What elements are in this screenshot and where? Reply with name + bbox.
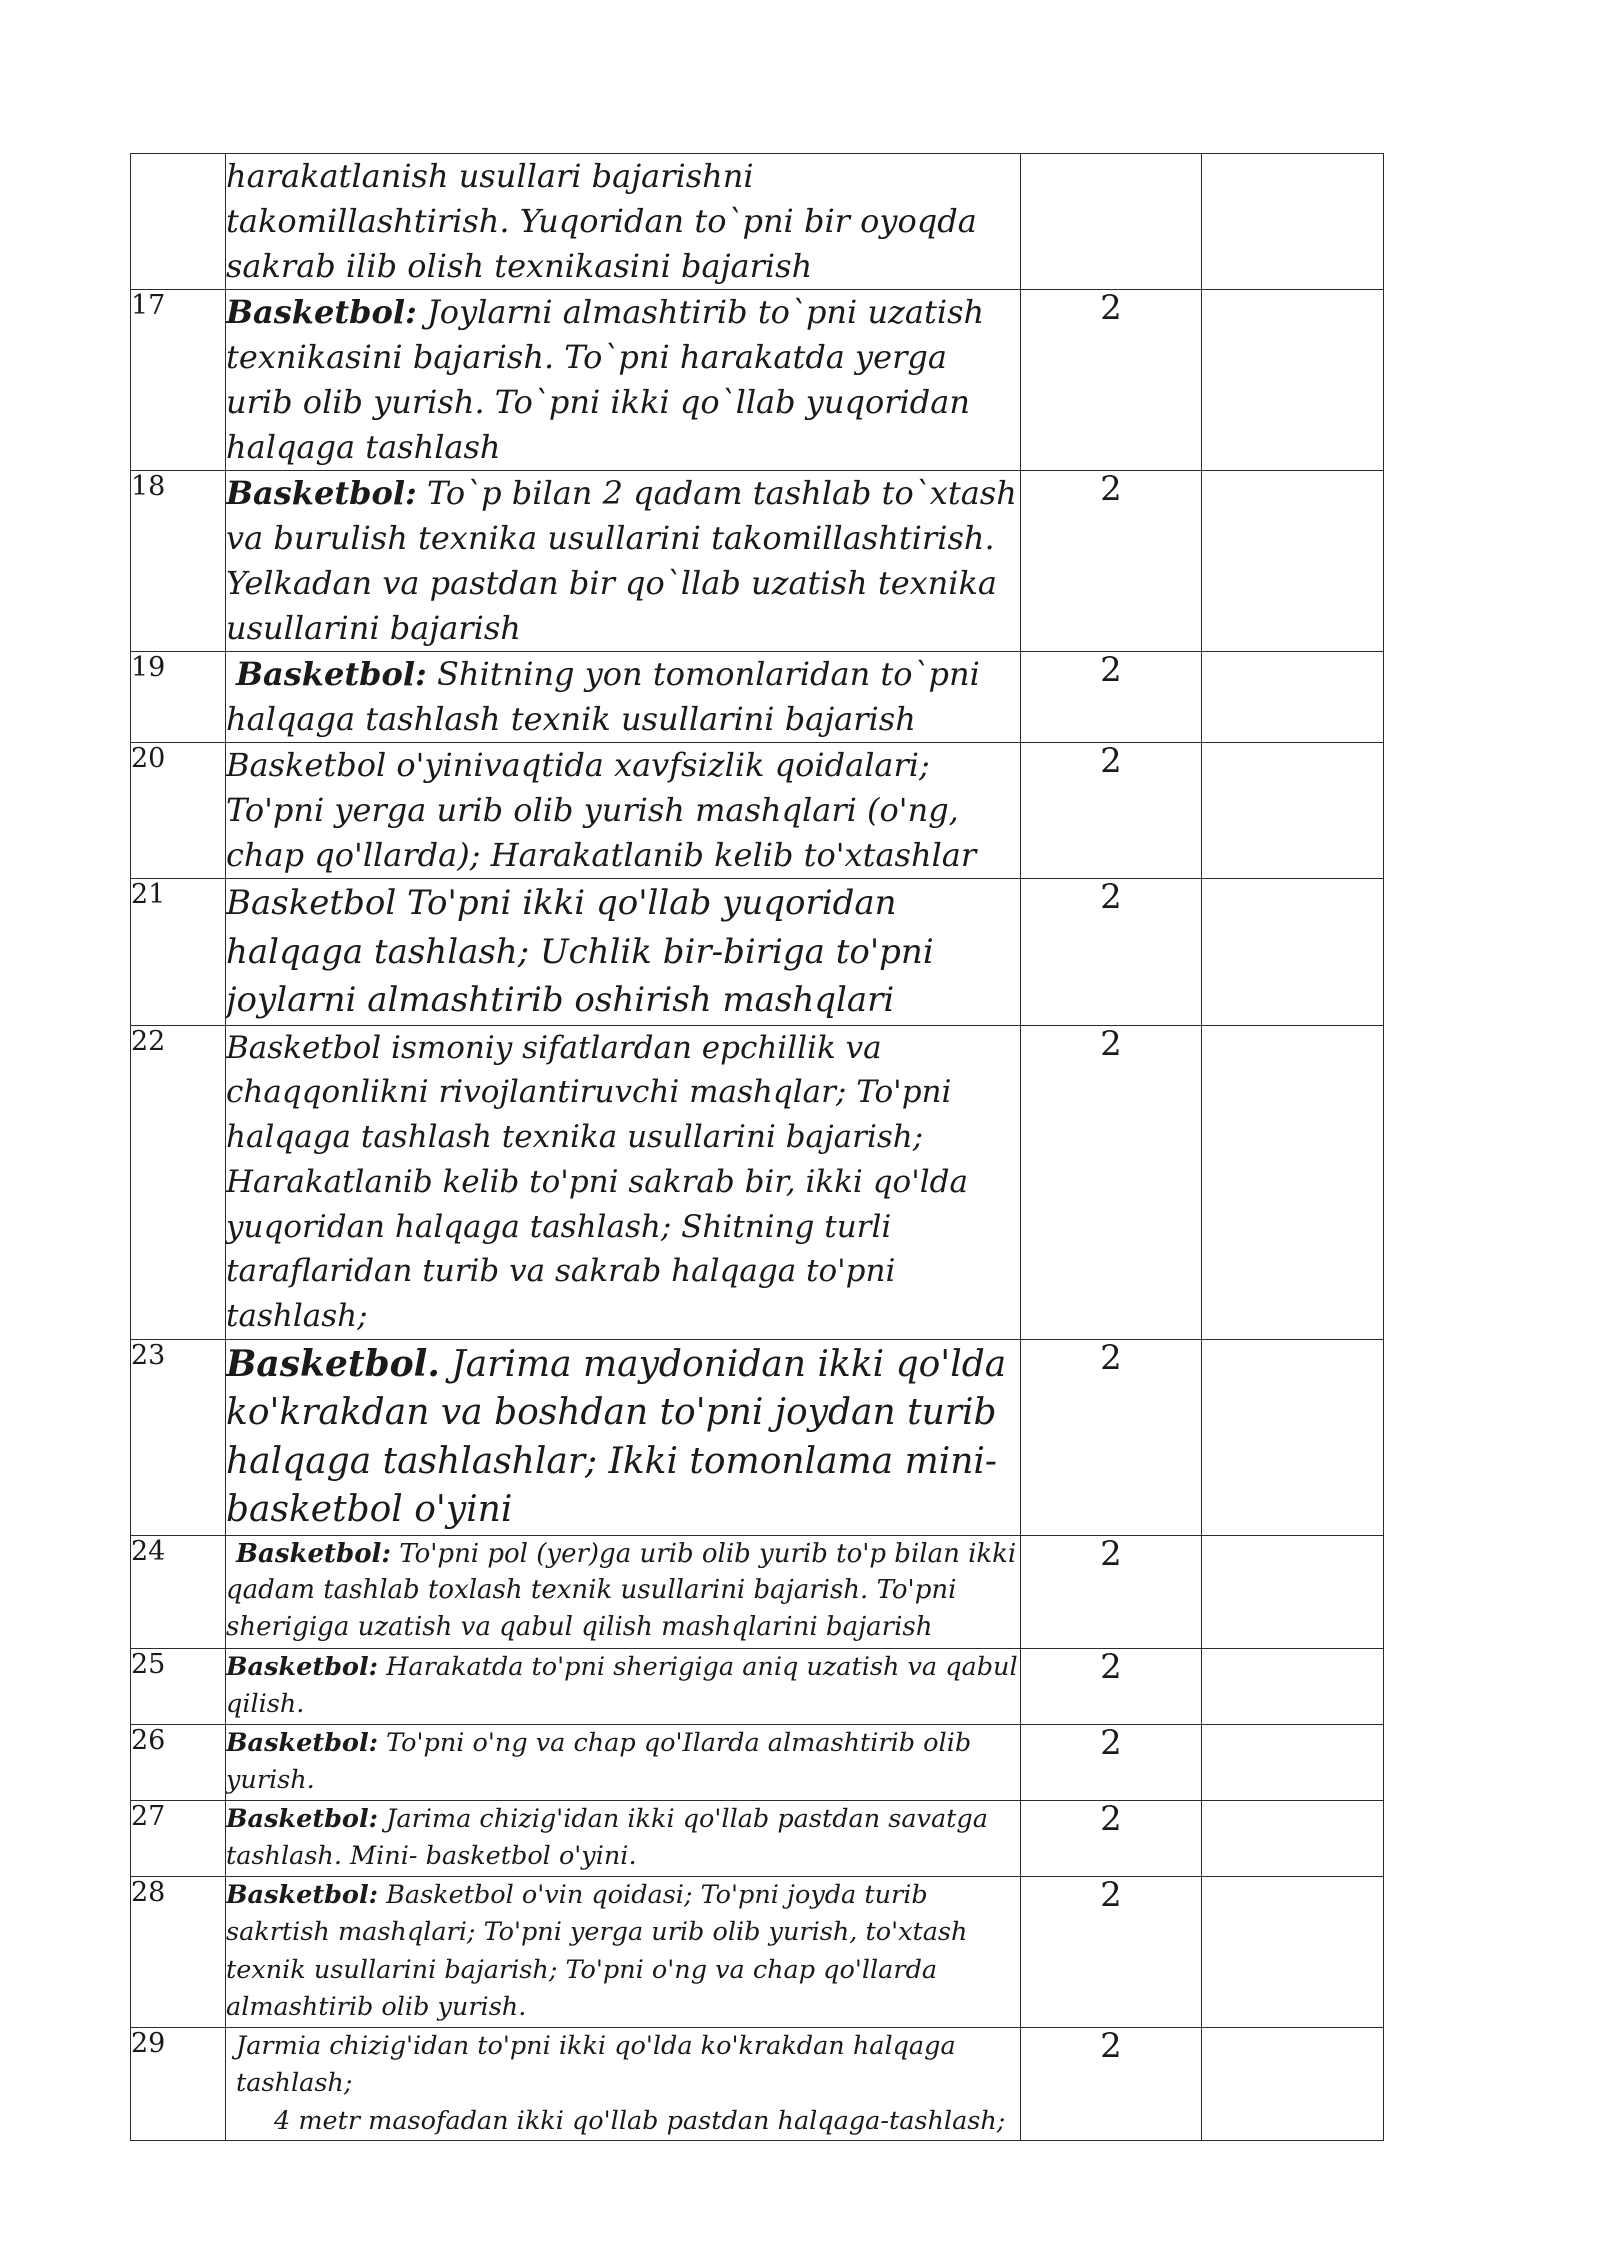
topic-cell <box>226 471 1021 652</box>
topic-text: Jarima chizig'idan ikki qo'llab pastdan savatga tashlash. Mini- basketbol o'yini. <box>226 1803 988 1872</box>
topic-heading: Basketbol: <box>226 474 417 512</box>
hours-cell: 2 <box>1021 290 1202 471</box>
topic-cell <box>226 1535 1021 1648</box>
row-number: 21 <box>131 879 226 1026</box>
topic-heading: Basketbol: <box>226 1803 379 1834</box>
topic-heading: Basketbol: <box>226 293 417 331</box>
topic-cell <box>226 1339 1021 1535</box>
topic-cell <box>226 652 1021 743</box>
topic-text: Harakatda to'pni sherigiga aniq uzatish va qabul qilish. <box>226 1651 1018 1720</box>
row-number: 27 <box>131 1800 226 1876</box>
row-number: 18 <box>131 471 226 652</box>
topic-text: To'pni o'ng va chap qo'Ilarda almashtirib olib yurish. <box>226 1727 972 1796</box>
table-row <box>131 290 1384 471</box>
topic-cell <box>226 2027 1021 2141</box>
empty-cell <box>1202 1025 1384 1339</box>
empty-cell <box>1202 154 1384 290</box>
table-row <box>131 1648 1384 1724</box>
empty-cell <box>1202 2027 1384 2141</box>
empty-cell <box>1202 471 1384 652</box>
hours-cell: 2 <box>1021 1535 1202 1648</box>
row-number: 23 <box>131 1339 226 1535</box>
topic-text: harakatlanish usullari bajarishni takomillashtirish. Yuqoridan to`pni bir oyoqda sakrab ilib olish texnikasini bajarish <box>226 157 977 285</box>
empty-cell <box>1202 1800 1384 1876</box>
table-row <box>131 154 1384 290</box>
row-number: 24 <box>131 1535 226 1648</box>
table-row <box>131 1339 1384 1535</box>
hours-cell: 2 <box>1021 1876 1202 2027</box>
table-row <box>131 471 1384 652</box>
empty-cell <box>1202 1648 1384 1724</box>
empty-cell <box>1202 290 1384 471</box>
table-row <box>131 1025 1384 1339</box>
topic-cell <box>226 1025 1021 1339</box>
row-number: 22 <box>131 1025 226 1339</box>
hours-cell: 2 <box>1021 1800 1202 1876</box>
topic-cell <box>226 290 1021 471</box>
topic-heading: Basketbol: <box>226 1727 379 1758</box>
table-row <box>131 1800 1384 1876</box>
empty-cell <box>1202 1724 1384 1800</box>
table-row <box>131 879 1384 1026</box>
hours-cell <box>1021 154 1202 290</box>
hours-cell: 2 <box>1021 2027 1202 2141</box>
table-row <box>131 1724 1384 1800</box>
row-number: 19 <box>131 652 226 743</box>
table-row <box>131 1535 1384 1648</box>
topic-text: Basketbol o'yinivaqtida xavfsizlik qoidalari; To'pni yerga urib olib yurish mashqlari (o'ng, chap qo'llarda); Harakatlanib kelib to'xtashlar <box>226 746 977 874</box>
topic-text-continued: 4 metr masofadan ikki qo'llab pastdan halqaga-tashlash; <box>274 2105 1006 2136</box>
topic-text: Jarmia chizig'idan to'pni ikki qo'lda ko'krakdan halqaga tashlash; <box>236 2030 956 2099</box>
topic-cell <box>226 879 1021 1026</box>
hours-cell: 2 <box>1021 879 1202 1026</box>
empty-cell <box>1202 1339 1384 1535</box>
hours-cell: 2 <box>1021 1648 1202 1724</box>
topic-heading: Basketbol: <box>236 655 427 693</box>
topic-text: Shitning yon tomonlaridan to`pni halqaga tashlash texnik usullarini bajarish <box>226 655 980 738</box>
row-number: 29 <box>131 2027 226 2141</box>
hours-cell: 2 <box>1021 471 1202 652</box>
table-row <box>131 2027 1384 2141</box>
topic-text: Jarima maydonidan ikki qo'lda ko'krakdan va boshdan to'pni joydan turib halqaga tashlashlar; Ikki tomonlama mini-basketbol o'yini <box>226 1343 1007 1531</box>
topic-cell <box>226 1800 1021 1876</box>
topic-cell <box>226 1876 1021 2027</box>
topic-heading: Basketbol: <box>236 1538 392 1569</box>
row-number <box>131 154 226 290</box>
row-number: 25 <box>131 1648 226 1724</box>
hours-cell: 2 <box>1021 1339 1202 1535</box>
topic-text: Joylarni almashtirib to`pni uzatish texnikasini bajarish. To`pni harakatda yerga urib olib yurish. To`pni ikki qo`llab yuqoridan halqaga tashlash <box>226 293 985 466</box>
topic-text: Basketbol o'vin qoidasi; To'pni joyda turib sakrtish mashqlari; To'pni yerga urib olib yurish, to'xtash texnik usullarini bajarish; To'pni o'ng va chap qo'llarda almashtirib olib yurish. <box>226 1879 968 2023</box>
topic-heading: Basketbol. <box>226 1342 440 1385</box>
empty-cell <box>1202 1535 1384 1648</box>
row-number: 28 <box>131 1876 226 2027</box>
topic-heading: Basketbol: <box>226 1651 379 1682</box>
topic-text: Basketbol ismoniy sifatlardan epchillik va chaqqonlikni rivojlantiruvchi mashqlar; To'pni halqaga tashlash texnika usullarini bajarish; Harakatlanib kelib to'pni sakrab bir, ikki qo'lda yuqoridan halqaga tashlash; Shitning turli taraflaridan turib va sakrab halqaga to'pni tashlash; <box>226 1029 968 1334</box>
topic-text: To'pni pol (yer)ga urib olib yurib to'p bilan ikki qadam tashlab toxlash texnik usullarini bajarish. To'pni sherigiga uzatish va qabul qilish mashqlarini bajarish <box>226 1538 1017 1642</box>
table-row <box>131 743 1384 879</box>
hours-cell: 2 <box>1021 1025 1202 1339</box>
empty-cell <box>1202 743 1384 879</box>
topic-text: To`p bilan 2 qadam tashlab to`xtash va burulish texnika usullarini takomillashtirish. Yelkadan va pastdan bir qo`llab uzatish texnika usullarini bajarish <box>226 474 1017 647</box>
topic-cell <box>226 743 1021 879</box>
table-row <box>131 652 1384 743</box>
topic-cell <box>226 1648 1021 1724</box>
row-number: 17 <box>131 290 226 471</box>
topic-text: Basketbol To'pni ikki qo'llab yuqoridan halqaga tashlash; Uchlik bir-biriga to'pni joylarni almashtirib oshirish mashqlari <box>226 883 934 1021</box>
row-number: 26 <box>131 1724 226 1800</box>
topic-heading: Basketbol: <box>226 1879 379 1910</box>
hours-cell: 2 <box>1021 1724 1202 1800</box>
empty-cell <box>1202 879 1384 1026</box>
topic-cell <box>226 1724 1021 1800</box>
table-row <box>131 1876 1384 2027</box>
row-number: 20 <box>131 743 226 879</box>
lesson-plan-table <box>130 153 1384 2141</box>
topic-cell <box>226 154 1021 290</box>
empty-cell <box>1202 652 1384 743</box>
hours-cell: 2 <box>1021 652 1202 743</box>
empty-cell <box>1202 1876 1384 2027</box>
hours-cell: 2 <box>1021 743 1202 879</box>
